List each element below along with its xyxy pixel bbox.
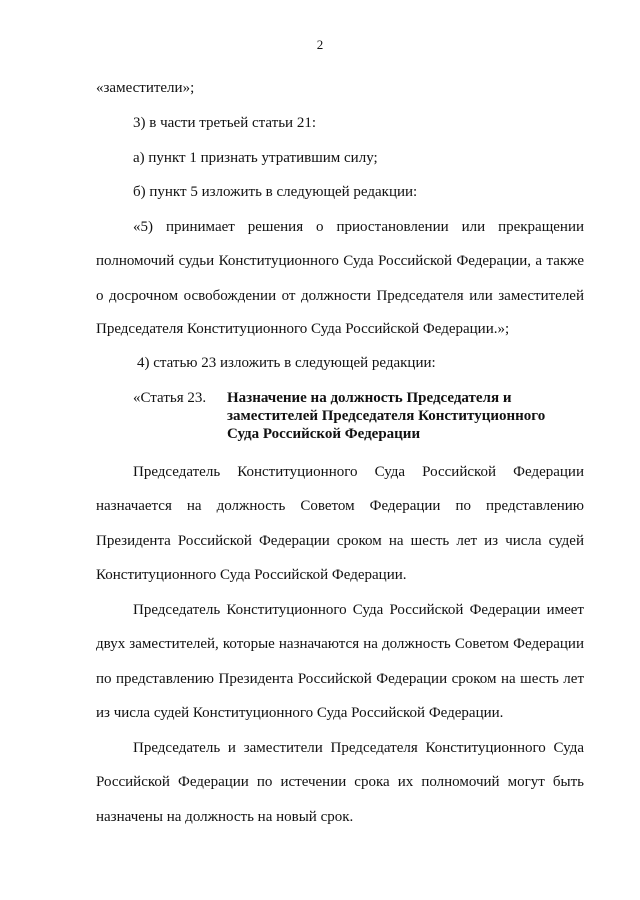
article-title xyxy=(227,389,587,443)
text-line-item-a: а) пункт 1 признать утратившим силу; xyxy=(133,150,378,166)
paragraph-1-line: Президента Российской Федерации сроком на шесть лет из числа судей xyxy=(96,533,584,549)
page-number: 2 xyxy=(316,37,324,52)
text-line-item-3: 3) в части третьей статьи 21: xyxy=(133,115,317,131)
article-title-line: Суда Российской Федерации xyxy=(227,426,421,442)
text-line-item-4: 4) статью 23 изложить в следующей редакции: xyxy=(137,355,436,371)
article-title-line: заместителей Председателя Конституционного xyxy=(227,408,546,424)
paragraph-2-line: Председатель Конституционного Суда Российской Федерации имеет xyxy=(133,602,584,618)
paragraph-3-line: назначены на должность на новый срок. xyxy=(96,809,354,825)
text-line-quote-end: Председателя Конституционного Суда Российской Федерации.»; xyxy=(96,321,510,337)
text-line-quote-2: полномочий судьи Конституционного Суда Российской Федерации, а также xyxy=(96,253,584,269)
text-line-quote-start: «5) принимает решения о приостановлении или прекращении xyxy=(133,219,584,235)
text-line-deputies: «заместители»; xyxy=(96,80,195,96)
paragraph-1-line: Конституционного Суда Российской Федерации. xyxy=(96,567,407,583)
paragraph-3-line: Российской Федерации по истечении срока их полномочий могут быть xyxy=(96,774,584,790)
paragraph-1-line: назначается на должность Советом Федерации по представлению xyxy=(96,498,584,514)
paragraph-2-line: по представлению Президента Российской Федерации сроком на шесть лет xyxy=(96,671,584,687)
text-line-quote-3: о досрочном освобождении от должности Председателя или заместителей xyxy=(96,288,584,304)
article-title-line: Назначение на должность Председателя и xyxy=(227,390,512,406)
paragraph-3-line: Председатель и заместители Председателя Конституционного Суда xyxy=(133,740,584,756)
paragraph-2-line: из числа судей Конституционного Суда Российской Федерации. xyxy=(96,705,504,721)
article-number: «Статья 23. xyxy=(133,390,207,406)
paragraph-1-line: Председатель Конституционного Суда Российской Федерации xyxy=(133,464,584,480)
paragraph-2-line: двух заместителей, которые назначаются на должность Советом Федерации xyxy=(96,636,584,652)
text-line-item-b: б) пункт 5 изложить в следующей редакции: xyxy=(133,184,418,200)
